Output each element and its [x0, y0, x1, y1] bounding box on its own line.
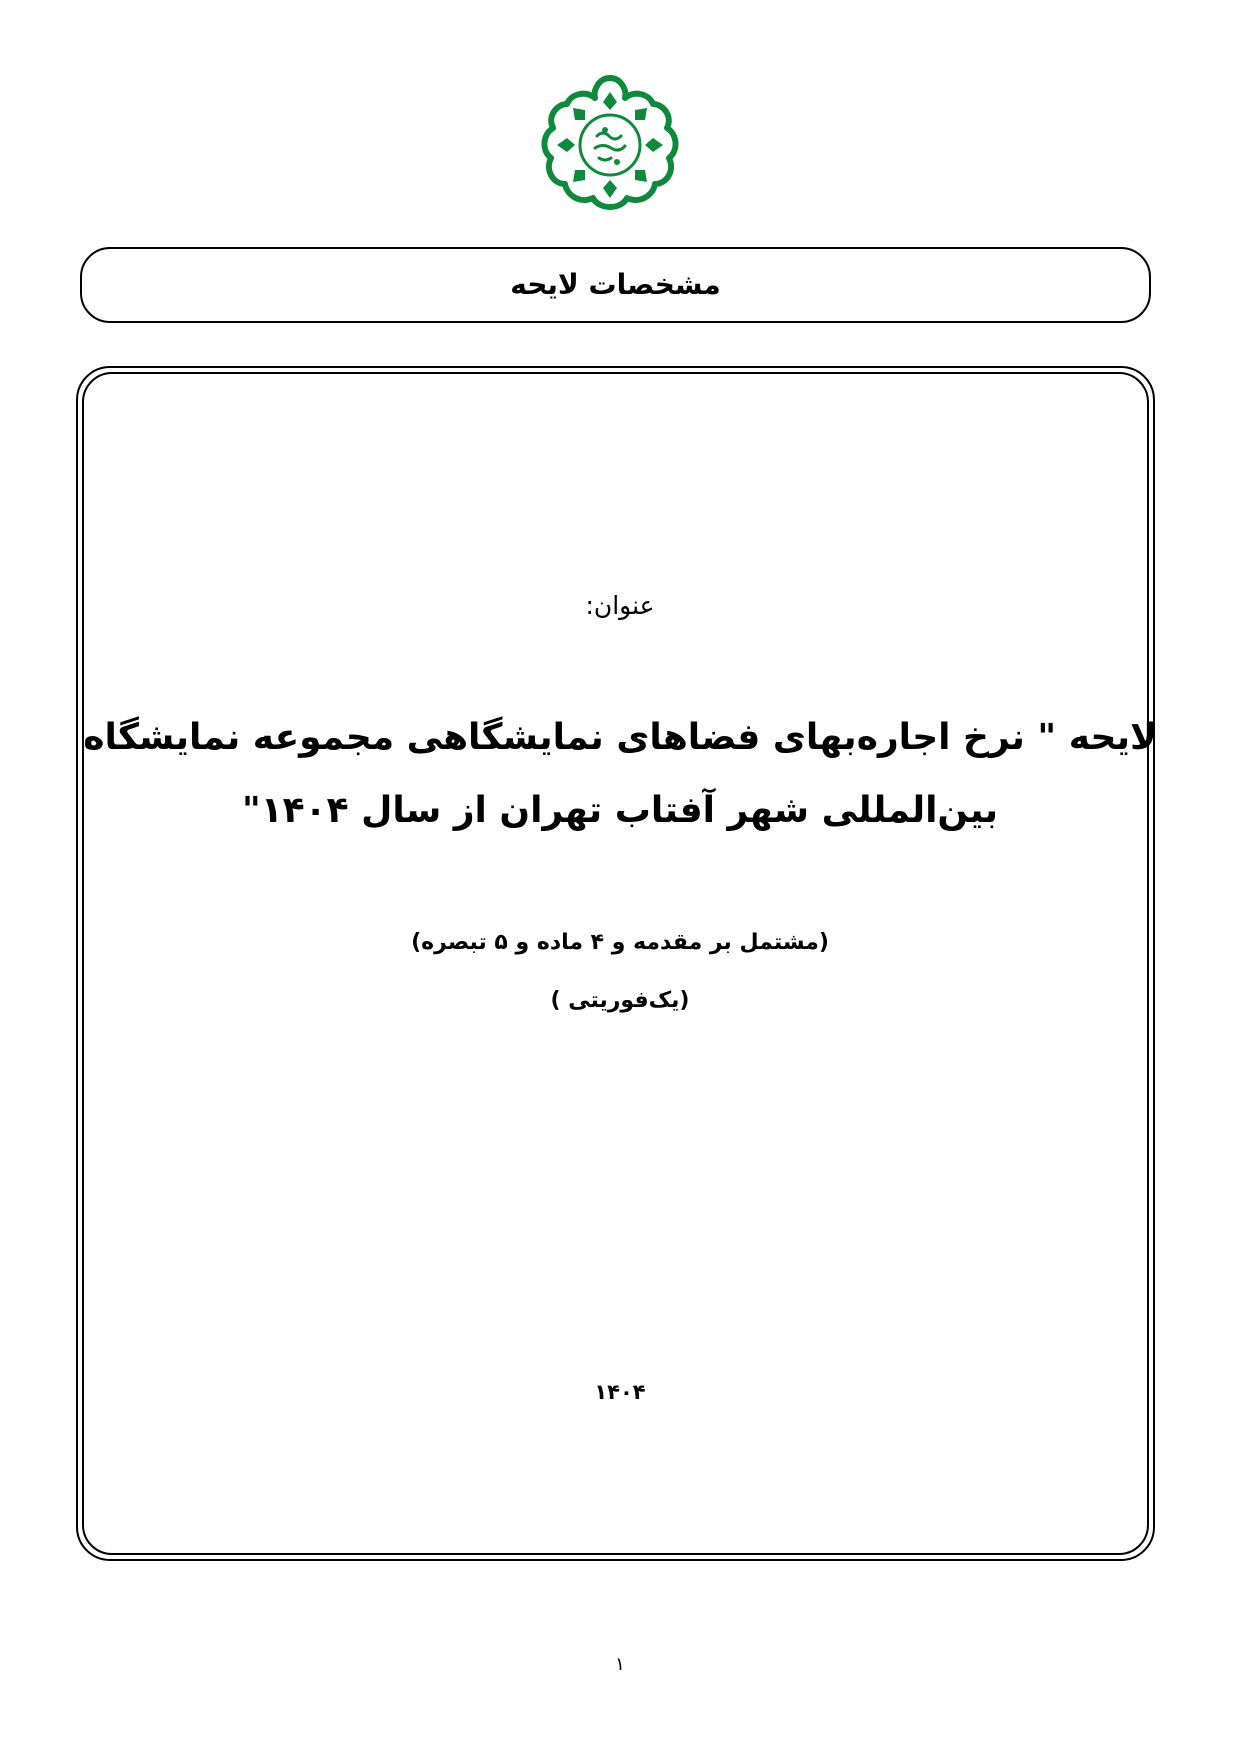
header-title: مشخصات لایحه: [510, 268, 721, 301]
page-number: ۱: [615, 1654, 625, 1675]
tehran-council-logo-icon: [535, 70, 685, 220]
content-frame-inner: [82, 372, 1149, 1555]
bill-title-line-2: بین‌المللی شهر آفتاب تهران از سال ۱۴۰۴": [241, 790, 999, 831]
bill-composition: (مشتمل بر مقدمه و ۴ ماده و ۵ تبصره): [411, 930, 829, 955]
header-box: [80, 247, 1151, 323]
bill-year: ۱۴۰۴: [594, 1380, 646, 1404]
bill-urgency: (یک‌فوریتی ): [550, 988, 690, 1013]
bill-title-line-1: لایحه " نرخ اجاره‌بهای فضاهای نمایشگاهی مجموعه نمایشگاه: [83, 717, 1157, 758]
subject-label: عنوان:: [585, 591, 655, 620]
